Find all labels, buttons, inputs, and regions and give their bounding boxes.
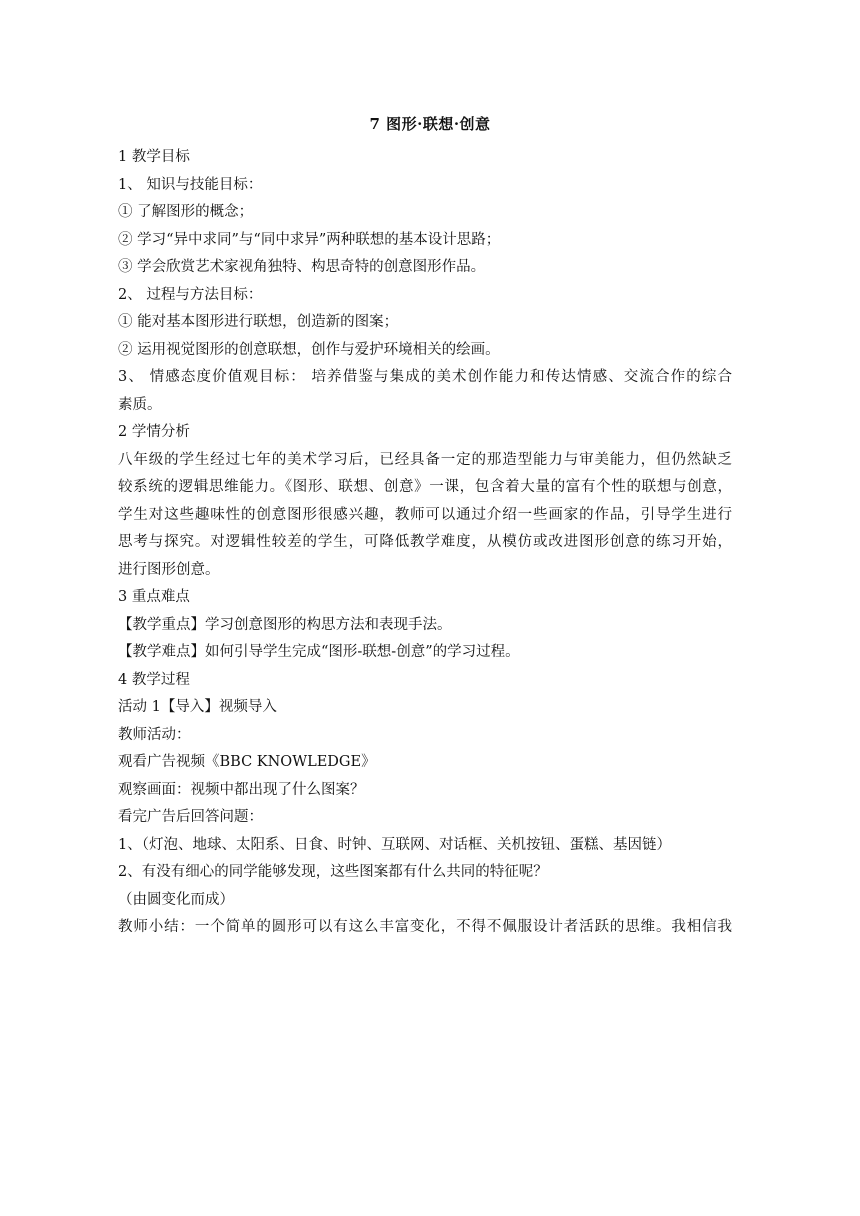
document-body: [118, 144, 732, 942]
section-heading-objectives: 1 教学目标: [118, 149, 190, 165]
section-heading-analysis: 2 学情分析: [118, 424, 190, 440]
objective-heading-emotion: 3、 情感态度价值观目标： 培养借鉴与集成的美术创作能力和传达情感、交流合作的综合: [118, 369, 732, 385]
paragraph-line: 素质。: [118, 396, 162, 413]
paragraph-line: 思考与探究。对逻辑性较差的学生，可降低教学难度，从模仿或改进图形创意的练习开始，: [118, 534, 732, 550]
activity-heading: 活动 1【导入】视频导入: [118, 699, 277, 715]
paragraph-line: 观察画面：视频中都出现了什么图案？: [118, 781, 365, 798]
paragraph-line: 1、（灯泡、地球、太阳系、日食、时钟、互联网、对话框、关机按钮、蛋糕、基因链）: [118, 836, 671, 853]
list-item: ② 运用视觉图形的创意联想，创作与爱护环境相关的绘画。: [118, 341, 500, 358]
document-title: 7 图形·联想·创意: [369, 115, 491, 133]
paragraph-line: 看完广告后回答问题：: [118, 809, 263, 825]
paragraph-line: 学生对这些趣味性的创意图形很感兴趣，教师可以通过介绍一些画家的作品，引导学生进行: [118, 506, 732, 523]
paragraph-line: 教师活动：: [118, 726, 191, 743]
list-item: ② 学习“异中求同”与“同中求异”两种联想的基本设计思路；: [118, 231, 501, 248]
section-heading-keypoints: 3 重点难点: [118, 589, 190, 605]
list-item: ③ 学会欣赏艺术家视角独特、构思奇特的创意图形作品。: [118, 259, 486, 275]
list-item: ① 能对基本图形进行联想，创造新的图案；: [118, 314, 399, 330]
objective-heading-knowledge: 1、 知识与技能目标：: [118, 176, 263, 193]
section-heading-process: 4 教学过程: [118, 671, 190, 688]
paragraph-line: 观看广告视频《BBC KNOWLEDGE》: [118, 754, 376, 770]
paragraph-line: （由圆变化而成）: [118, 891, 234, 908]
paragraph-line: 八年级的学生经过七年的美术学习后，已经具备一定的那造型能力与审美能力，但仍然缺乏: [118, 451, 732, 468]
paragraph-line: 进行图形创意。: [118, 561, 220, 578]
difficult-point: 【教学难点】如何引导学生完成“图形-联想-创意”的学习过程。: [118, 644, 520, 660]
key-point: 【教学重点】学习创意图形的构思方法和表现手法。: [118, 616, 452, 633]
paragraph-line: 较系统的逻辑思维能力。《图形、联想、创意》一课，包含着大量的富有个性的联想与创意，: [118, 479, 732, 495]
paragraph-line: 教师小结：一个简单的圆形可以有这么丰富变化，不得不佩服设计者活跃的思维。我相信我: [118, 919, 732, 935]
objective-heading-process: 2、 过程与方法目标：: [118, 286, 263, 303]
list-item: ① 了解图形的概念；: [118, 204, 254, 220]
paragraph-line: 2、有没有细心的同学能够发现，这些图案都有什么共同的特征呢？: [118, 864, 548, 880]
